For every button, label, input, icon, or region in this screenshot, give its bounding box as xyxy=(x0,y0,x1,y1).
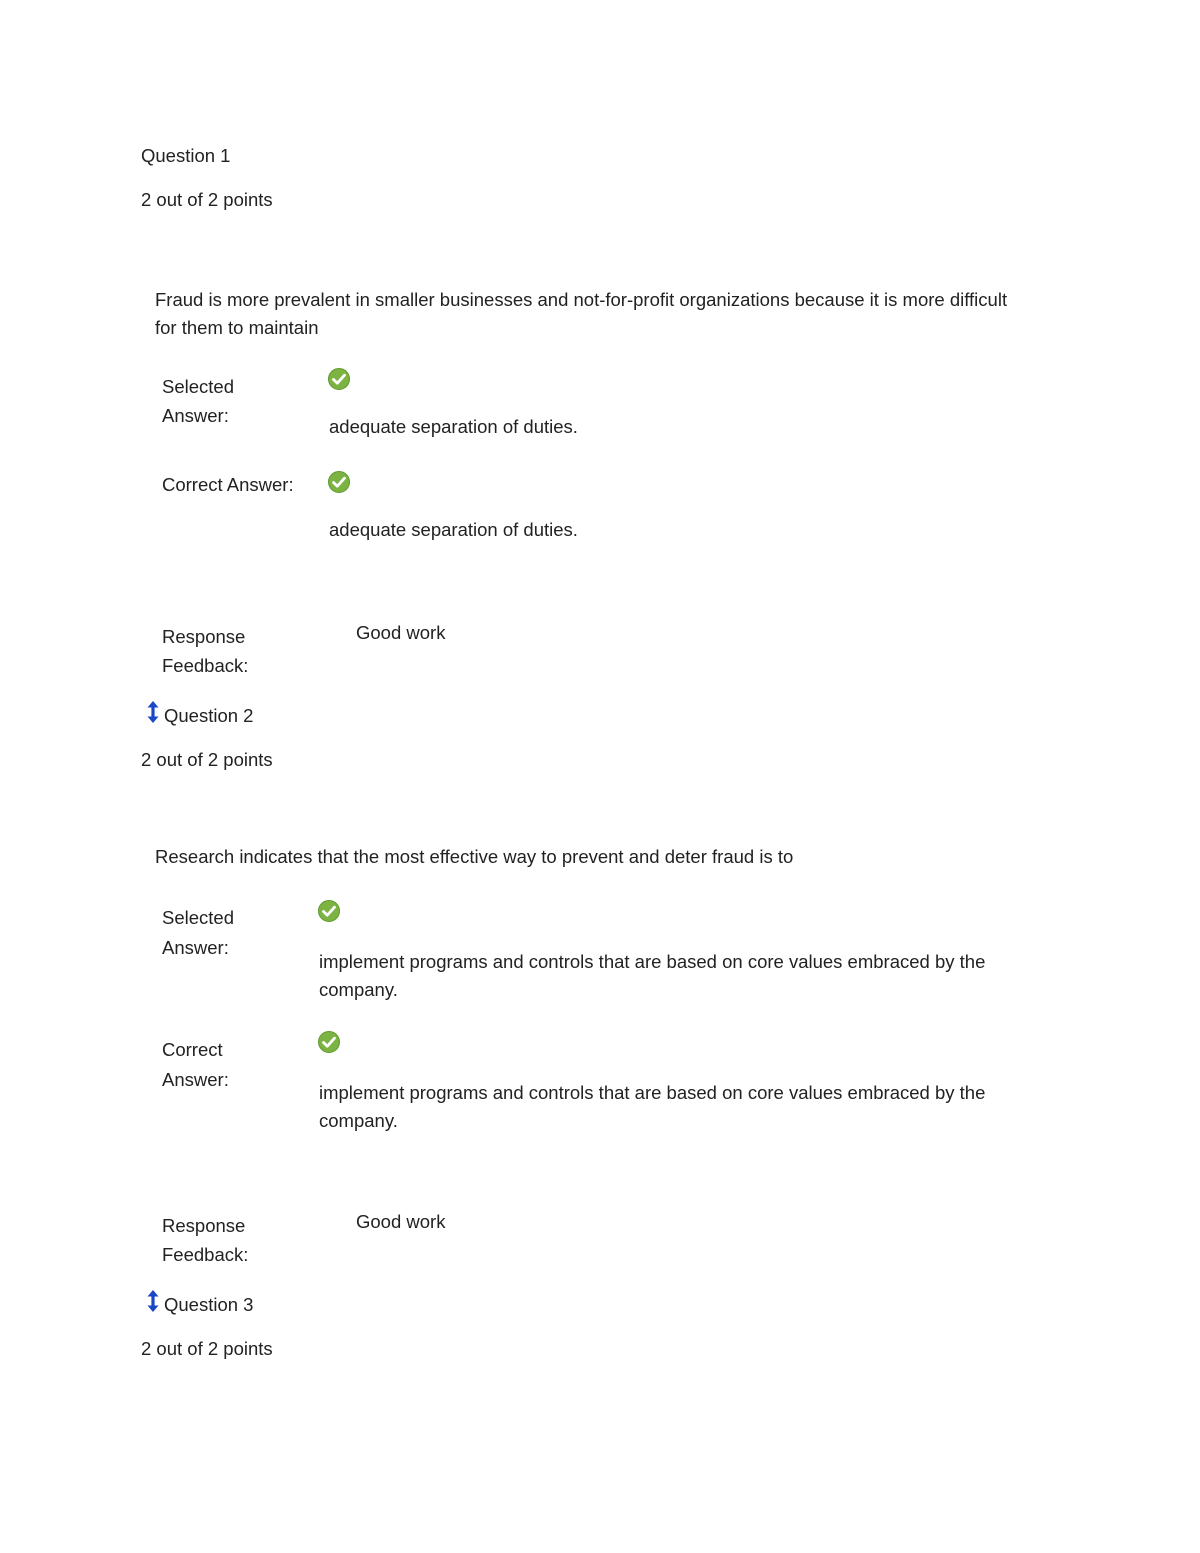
feedback-label-line1: Response xyxy=(162,626,246,647)
question-1-prompt: Fraud is more prevalent in smaller businesses and not-for-profit organizations because it is more difficult for them to maintain xyxy=(155,289,1008,338)
question-3-heading: Question 3 xyxy=(164,1294,254,1315)
question-1-feedback: Good work xyxy=(356,622,446,643)
question-1-correct-answer: adequate separation of duties. xyxy=(329,519,578,540)
check-circle-icon xyxy=(328,368,350,390)
selected-label-line2: Answer: xyxy=(162,405,229,426)
question-1-feedback-label xyxy=(162,622,248,680)
question-2-selected-answer: implement programs and controls that are based on core values embraced by the company. xyxy=(319,951,986,1000)
correct-label-line2: Answer: xyxy=(162,1069,229,1090)
question-2-feedback: Good work xyxy=(356,1211,446,1232)
question-1-selected-label xyxy=(162,372,234,430)
question-2-prompt: Research indicates that the most effective way to prevent and deter fraud is to xyxy=(155,846,794,867)
question-2-correct-answer: implement programs and controls that are based on core values embraced by the company. xyxy=(319,1082,986,1131)
question-3-score: 2 out of 2 points xyxy=(141,1338,273,1359)
question-1-heading: Question 1 xyxy=(141,145,231,166)
question-2-heading: Question 2 xyxy=(164,705,254,726)
up-down-arrow-icon[interactable] xyxy=(146,1289,160,1313)
feedback-label-line2: Feedback: xyxy=(162,1244,249,1265)
up-down-arrow-icon[interactable] xyxy=(146,700,160,724)
check-circle-icon xyxy=(318,900,340,922)
question-2-selected-label xyxy=(162,903,234,963)
selected-label-line1: Selected xyxy=(162,907,234,928)
question-1-selected-answer: adequate separation of duties. xyxy=(329,416,578,437)
question-1-score: 2 out of 2 points xyxy=(141,189,273,210)
correct-label-line1: Correct xyxy=(162,1039,223,1060)
check-circle-icon xyxy=(318,1031,340,1053)
selected-label-line1: Selected xyxy=(162,376,234,397)
question-2-feedback-label xyxy=(162,1211,248,1269)
question-2-score: 2 out of 2 points xyxy=(141,749,273,770)
question-2-correct-label xyxy=(162,1035,229,1095)
check-circle-icon xyxy=(328,471,350,493)
feedback-label-line1: Response xyxy=(162,1215,246,1236)
selected-label-line2: Answer: xyxy=(162,937,229,958)
feedback-label-line2: Feedback: xyxy=(162,655,249,676)
question-1-correct-label: Correct Answer: xyxy=(162,474,294,495)
